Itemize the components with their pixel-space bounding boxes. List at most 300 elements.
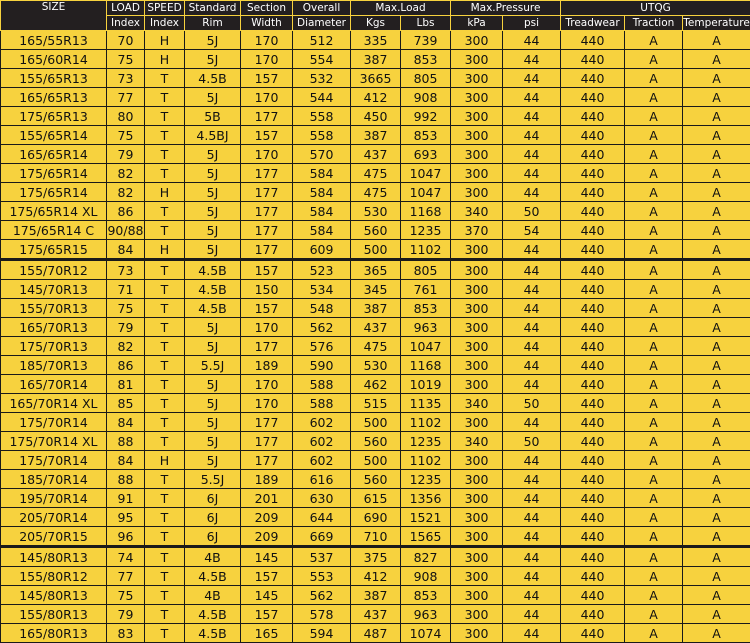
cell-treadwear: 440 [561,375,625,394]
cell-max-pressure-kpa: 300 [451,299,503,318]
cell-size: 205/70R15 [1,527,107,547]
cell-section-width: 165 [241,624,293,643]
cell-treadwear: 440 [561,432,625,451]
cell-section-width: 157 [241,567,293,586]
table-row [1,299,750,318]
table-row [1,280,750,299]
cell-treadwear: 440 [561,394,625,413]
cell-load-index: 84 [107,413,145,432]
cell-size: 165/65R14 [1,145,107,164]
cell-max-pressure-kpa: 340 [451,432,503,451]
cell-temperature: A [683,240,750,260]
cell-standard-rim: 4.5B [185,299,241,318]
cell-traction: A [625,107,683,126]
cell-traction: A [625,394,683,413]
cell-standard-rim: 4.5BJ [185,126,241,145]
cell-speed-index: T [145,221,185,240]
cell-temperature: A [683,605,750,624]
cell-section-width: 177 [241,221,293,240]
cell-size: 205/70R14 [1,508,107,527]
cell-overall-diameter: 602 [293,451,351,470]
cell-standard-rim: 5J [185,164,241,183]
cell-load-index: 84 [107,451,145,470]
cell-max-load-lbs: 853 [401,126,451,145]
cell-standard-rim: 4.5B [185,69,241,88]
cell-speed-index: H [145,240,185,260]
cell-max-pressure-psi: 44 [503,183,561,202]
cell-overall-diameter: 537 [293,547,351,567]
cell-temperature: A [683,547,750,567]
cell-max-pressure-kpa: 300 [451,69,503,88]
cell-max-load-kgs: 560 [351,432,401,451]
cell-max-pressure-kpa: 300 [451,50,503,69]
cell-max-pressure-psi: 44 [503,260,561,280]
cell-speed-index: T [145,470,185,489]
cell-temperature: A [683,586,750,605]
header-psi: psi [503,16,561,31]
cell-temperature: A [683,280,750,299]
cell-max-pressure-kpa: 300 [451,375,503,394]
cell-temperature: A [683,69,750,88]
header-size: SIZE [1,1,107,31]
header-speed: SPEED [145,1,185,16]
cell-load-index: 88 [107,470,145,489]
cell-overall-diameter: 616 [293,470,351,489]
cell-traction: A [625,240,683,260]
cell-max-load-lbs: 1168 [401,202,451,221]
cell-section-width: 177 [241,451,293,470]
cell-max-load-lbs: 853 [401,50,451,69]
cell-temperature: A [683,260,750,280]
cell-max-pressure-kpa: 300 [451,31,503,50]
cell-max-pressure-psi: 44 [503,489,561,508]
header-speed-sub: Index [145,16,185,31]
cell-section-width: 157 [241,299,293,318]
cell-traction: A [625,567,683,586]
cell-max-pressure-psi: 44 [503,107,561,126]
cell-speed-index: T [145,586,185,605]
cell-traction: A [625,337,683,356]
cell-section-width: 170 [241,375,293,394]
cell-size: 165/65R13 [1,88,107,107]
cell-speed-index: T [145,69,185,88]
table-row [1,451,750,470]
cell-size: 155/65R14 [1,126,107,145]
header-traction: Traction [625,16,683,31]
header-maxpressure: Max.Pressure [451,1,561,16]
cell-max-load-kgs: 690 [351,508,401,527]
cell-treadwear: 440 [561,164,625,183]
cell-section-width: 209 [241,527,293,547]
cell-overall-diameter: 570 [293,145,351,164]
table-row [1,356,750,375]
cell-max-pressure-kpa: 300 [451,145,503,164]
cell-speed-index: T [145,164,185,183]
cell-max-pressure-kpa: 300 [451,567,503,586]
cell-standard-rim: 6J [185,527,241,547]
cell-temperature: A [683,88,750,107]
cell-treadwear: 440 [561,567,625,586]
cell-load-index: 90/88 [107,221,145,240]
cell-speed-index: T [145,318,185,337]
table-row [1,624,750,643]
cell-load-index: 96 [107,527,145,547]
cell-traction: A [625,145,683,164]
cell-standard-rim: 5J [185,451,241,470]
cell-max-load-lbs: 1356 [401,489,451,508]
cell-traction: A [625,375,683,394]
cell-temperature: A [683,451,750,470]
cell-treadwear: 440 [561,69,625,88]
cell-max-load-kgs: 615 [351,489,401,508]
cell-overall-diameter: 548 [293,299,351,318]
cell-max-load-kgs: 475 [351,337,401,356]
cell-treadwear: 440 [561,356,625,375]
cell-traction: A [625,260,683,280]
cell-standard-rim: 5J [185,221,241,240]
cell-load-index: 82 [107,164,145,183]
table-row [1,337,750,356]
cell-load-index: 80 [107,107,145,126]
cell-standard-rim: 4.5B [185,280,241,299]
cell-traction: A [625,432,683,451]
cell-temperature: A [683,318,750,337]
cell-standard-rim: 5J [185,318,241,337]
cell-traction: A [625,356,683,375]
cell-max-pressure-kpa: 300 [451,337,503,356]
cell-max-pressure-psi: 50 [503,202,561,221]
cell-max-pressure-psi: 44 [503,145,561,164]
cell-max-pressure-kpa: 300 [451,356,503,375]
cell-max-load-kgs: 462 [351,375,401,394]
cell-section-width: 170 [241,394,293,413]
cell-max-load-kgs: 387 [351,299,401,318]
cell-speed-index: T [145,605,185,624]
cell-max-load-kgs: 345 [351,280,401,299]
cell-max-load-kgs: 387 [351,50,401,69]
cell-max-load-kgs: 412 [351,567,401,586]
cell-speed-index: T [145,567,185,586]
header-kpa: kPa [451,16,503,31]
cell-standard-rim: 4.5B [185,567,241,586]
cell-treadwear: 440 [561,605,625,624]
cell-speed-index: T [145,394,185,413]
cell-standard-rim: 5J [185,240,241,260]
cell-treadwear: 440 [561,221,625,240]
cell-load-index: 91 [107,489,145,508]
table-row [1,31,750,50]
cell-temperature: A [683,145,750,164]
cell-max-load-lbs: 1102 [401,451,451,470]
cell-max-pressure-psi: 54 [503,221,561,240]
cell-max-pressure-kpa: 300 [451,586,503,605]
cell-overall-diameter: 630 [293,489,351,508]
cell-load-index: 70 [107,31,145,50]
cell-max-pressure-kpa: 300 [451,451,503,470]
cell-speed-index: T [145,356,185,375]
cell-load-index: 81 [107,375,145,394]
cell-max-pressure-kpa: 300 [451,508,503,527]
cell-section-width: 157 [241,260,293,280]
cell-section-width: 170 [241,318,293,337]
cell-max-load-lbs: 1102 [401,413,451,432]
table-row [1,586,750,605]
cell-size: 175/65R14 XL [1,202,107,221]
cell-standard-rim: 4.5B [185,260,241,280]
cell-treadwear: 440 [561,260,625,280]
cell-max-pressure-kpa: 300 [451,605,503,624]
cell-size: 165/60R14 [1,50,107,69]
cell-treadwear: 440 [561,50,625,69]
cell-load-index: 95 [107,508,145,527]
cell-max-pressure-psi: 44 [503,280,561,299]
cell-treadwear: 440 [561,547,625,567]
cell-temperature: A [683,221,750,240]
cell-load-index: 75 [107,299,145,318]
cell-temperature: A [683,508,750,527]
cell-max-pressure-kpa: 300 [451,107,503,126]
cell-max-load-lbs: 963 [401,318,451,337]
header-width: Section [241,1,293,16]
cell-size: 165/70R14 XL [1,394,107,413]
cell-max-load-lbs: 1521 [401,508,451,527]
header-maxload: Max.Load [351,1,451,16]
table-row [1,567,750,586]
cell-treadwear: 440 [561,88,625,107]
cell-overall-diameter: 562 [293,318,351,337]
cell-max-pressure-psi: 44 [503,547,561,567]
cell-max-pressure-kpa: 300 [451,126,503,145]
cell-overall-diameter: 558 [293,107,351,126]
cell-speed-index: T [145,527,185,547]
cell-max-load-lbs: 853 [401,586,451,605]
cell-standard-rim: 5J [185,202,241,221]
cell-standard-rim: 4B [185,586,241,605]
cell-standard-rim: 5J [185,337,241,356]
cell-size: 145/80R13 [1,586,107,605]
cell-section-width: 170 [241,31,293,50]
table-row [1,50,750,69]
header-diameter-sub: Diameter [293,16,351,31]
cell-overall-diameter: 576 [293,337,351,356]
table-row [1,318,750,337]
table-row [1,145,750,164]
cell-temperature: A [683,183,750,202]
cell-temperature: A [683,375,750,394]
cell-section-width: 209 [241,508,293,527]
cell-max-pressure-psi: 44 [503,299,561,318]
cell-max-load-kgs: 560 [351,470,401,489]
cell-traction: A [625,605,683,624]
cell-size: 175/65R14 [1,183,107,202]
cell-overall-diameter: 584 [293,221,351,240]
cell-overall-diameter: 602 [293,413,351,432]
cell-section-width: 157 [241,126,293,145]
cell-speed-index: T [145,337,185,356]
cell-standard-rim: 5J [185,394,241,413]
cell-max-load-lbs: 739 [401,31,451,50]
cell-max-pressure-kpa: 300 [451,240,503,260]
cell-standard-rim: 5J [185,145,241,164]
cell-max-pressure-psi: 44 [503,164,561,183]
cell-max-load-lbs: 805 [401,260,451,280]
cell-load-index: 73 [107,260,145,280]
cell-load-index: 79 [107,145,145,164]
cell-size: 145/70R13 [1,280,107,299]
cell-max-load-kgs: 500 [351,413,401,432]
cell-temperature: A [683,356,750,375]
cell-max-load-kgs: 530 [351,356,401,375]
cell-standard-rim: 5J [185,88,241,107]
cell-max-load-lbs: 1135 [401,394,451,413]
cell-max-pressure-psi: 44 [503,50,561,69]
header-diameter: Overall [293,1,351,16]
cell-treadwear: 440 [561,318,625,337]
header-temperature: Temperature [683,16,750,31]
cell-max-pressure-kpa: 300 [451,527,503,547]
cell-overall-diameter: 558 [293,126,351,145]
cell-size: 175/65R13 [1,107,107,126]
table-row [1,221,750,240]
cell-load-index: 73 [107,69,145,88]
cell-max-load-kgs: 450 [351,107,401,126]
cell-traction: A [625,508,683,527]
cell-treadwear: 440 [561,183,625,202]
cell-max-pressure-kpa: 300 [451,547,503,567]
cell-load-index: 75 [107,126,145,145]
header-kgs: Kgs [351,16,401,31]
cell-max-load-lbs: 853 [401,299,451,318]
cell-traction: A [625,470,683,489]
cell-overall-diameter: 534 [293,280,351,299]
cell-load-index: 74 [107,547,145,567]
cell-overall-diameter: 553 [293,567,351,586]
cell-treadwear: 440 [561,451,625,470]
cell-temperature: A [683,432,750,451]
cell-section-width: 170 [241,145,293,164]
header-rim: Standard [185,1,241,16]
cell-overall-diameter: 602 [293,432,351,451]
cell-section-width: 189 [241,470,293,489]
cell-standard-rim: 5J [185,50,241,69]
table-row [1,375,750,394]
cell-standard-rim: 4.5B [185,605,241,624]
cell-treadwear: 440 [561,508,625,527]
cell-speed-index: T [145,413,185,432]
cell-max-pressure-psi: 44 [503,451,561,470]
cell-treadwear: 440 [561,586,625,605]
cell-temperature: A [683,394,750,413]
cell-max-load-kgs: 375 [351,547,401,567]
cell-section-width: 177 [241,107,293,126]
cell-max-pressure-psi: 44 [503,586,561,605]
cell-treadwear: 440 [561,126,625,145]
cell-max-pressure-kpa: 300 [451,164,503,183]
cell-section-width: 170 [241,50,293,69]
cell-max-pressure-psi: 44 [503,567,561,586]
cell-max-load-lbs: 1102 [401,240,451,260]
cell-standard-rim: 5J [185,375,241,394]
cell-temperature: A [683,567,750,586]
cell-temperature: A [683,126,750,145]
cell-temperature: A [683,470,750,489]
cell-traction: A [625,318,683,337]
cell-traction: A [625,88,683,107]
cell-max-load-kgs: 387 [351,126,401,145]
cell-size: 175/65R15 [1,240,107,260]
header-rim-sub: Rim [185,16,241,31]
cell-treadwear: 440 [561,107,625,126]
cell-temperature: A [683,164,750,183]
cell-speed-index: T [145,107,185,126]
cell-speed-index: T [145,489,185,508]
cell-temperature: A [683,107,750,126]
cell-max-pressure-psi: 44 [503,88,561,107]
cell-standard-rim: 6J [185,508,241,527]
cell-temperature: A [683,31,750,50]
cell-load-index: 75 [107,50,145,69]
header-treadwear: Treadwear [561,16,625,31]
cell-load-index: 71 [107,280,145,299]
cell-size: 165/70R13 [1,318,107,337]
table-row [1,547,750,567]
cell-speed-index: T [145,126,185,145]
cell-treadwear: 440 [561,240,625,260]
table-row [1,126,750,145]
cell-max-load-lbs: 1235 [401,221,451,240]
cell-speed-index: T [145,508,185,527]
cell-max-load-lbs: 1019 [401,375,451,394]
table-header [1,1,750,31]
cell-standard-rim: 5.5J [185,470,241,489]
cell-max-load-lbs: 805 [401,69,451,88]
cell-max-load-kgs: 515 [351,394,401,413]
cell-max-load-kgs: 387 [351,586,401,605]
cell-speed-index: T [145,624,185,643]
cell-treadwear: 440 [561,145,625,164]
cell-standard-rim: 4B [185,547,241,567]
cell-max-pressure-psi: 44 [503,470,561,489]
cell-max-pressure-kpa: 300 [451,183,503,202]
cell-section-width: 150 [241,280,293,299]
cell-load-index: 84 [107,240,145,260]
cell-size: 155/65R13 [1,69,107,88]
cell-speed-index: T [145,299,185,318]
cell-treadwear: 440 [561,470,625,489]
cell-section-width: 145 [241,586,293,605]
cell-standard-rim: 5J [185,31,241,50]
cell-section-width: 177 [241,183,293,202]
cell-standard-rim: 4.5B [185,624,241,643]
cell-max-load-lbs: 761 [401,280,451,299]
cell-traction: A [625,280,683,299]
cell-temperature: A [683,299,750,318]
table-row [1,527,750,547]
cell-max-load-kgs: 437 [351,318,401,337]
cell-section-width: 177 [241,240,293,260]
cell-section-width: 189 [241,356,293,375]
table-row [1,240,750,260]
cell-max-pressure-psi: 50 [503,394,561,413]
cell-max-pressure-psi: 44 [503,413,561,432]
cell-size: 175/65R14 [1,164,107,183]
cell-treadwear: 440 [561,31,625,50]
table-row [1,107,750,126]
cell-temperature: A [683,50,750,69]
cell-speed-index: H [145,183,185,202]
cell-overall-diameter: 594 [293,624,351,643]
cell-load-index: 85 [107,394,145,413]
